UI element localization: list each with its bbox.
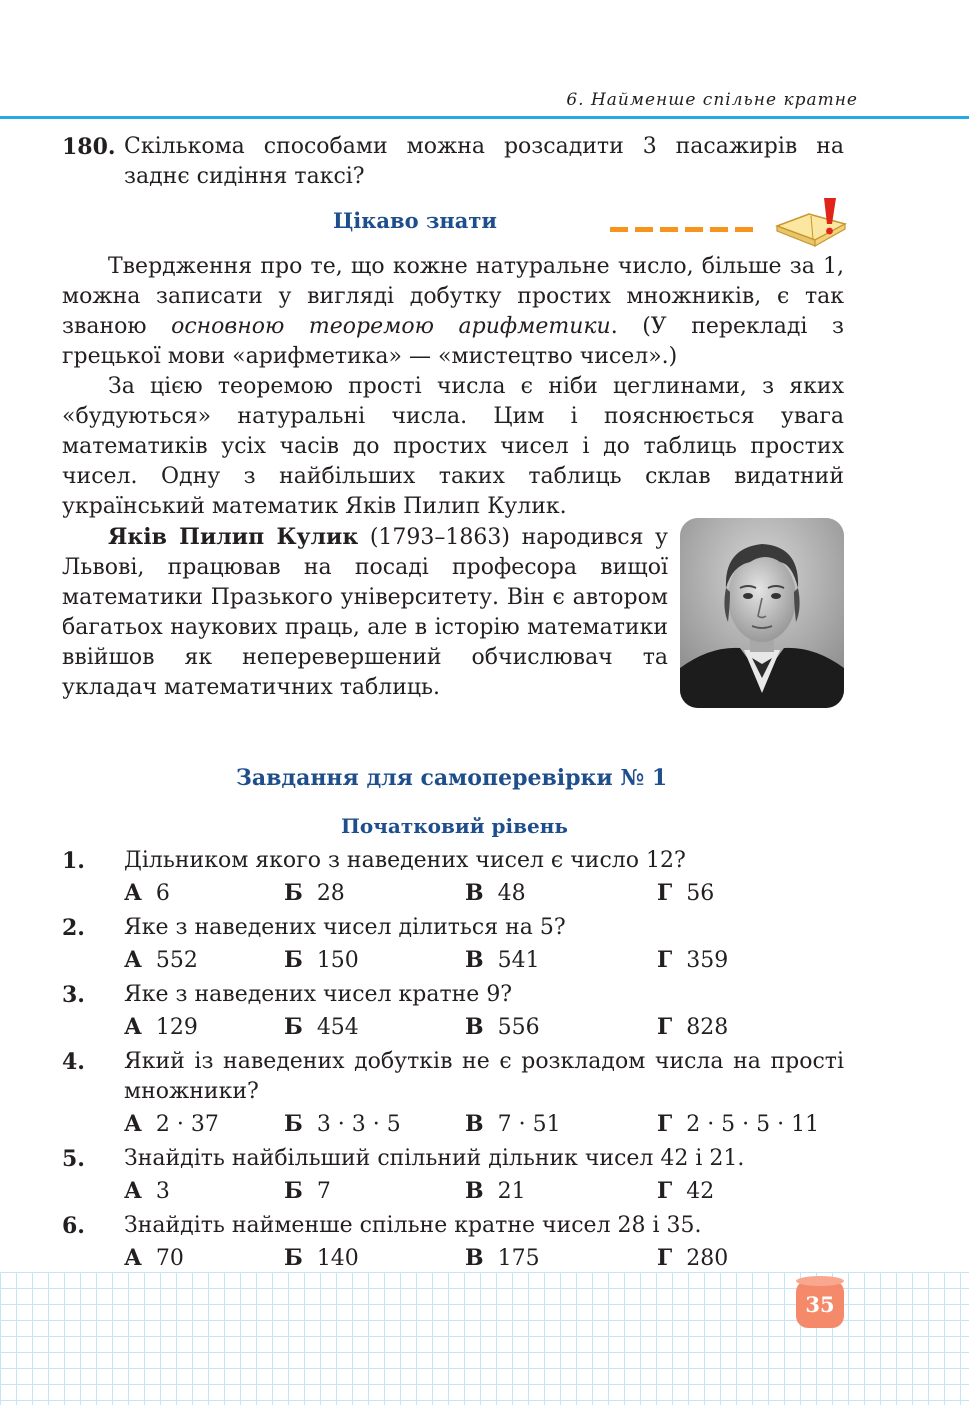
- answer-option: [284, 1109, 401, 1140]
- option-value: 175: [497, 1246, 540, 1271]
- answer-option: [124, 1012, 198, 1043]
- answer-option: [657, 1176, 714, 1207]
- option-value: 56: [686, 881, 715, 906]
- question-4: [62, 1047, 844, 1143]
- problem-text: Скількома способами можна розсадити 3 пасажирів на заднє сидіння таксі?: [124, 134, 844, 189]
- option-value: 359: [686, 948, 729, 973]
- question-number: 3.: [62, 982, 85, 1008]
- option-value: 541: [497, 948, 540, 973]
- decorative-dashes: [610, 227, 753, 232]
- option-value: 7 · 51: [497, 1112, 561, 1137]
- option-letter: В: [465, 1111, 484, 1137]
- option-letter: А: [124, 1111, 142, 1137]
- option-value: 280: [686, 1246, 729, 1271]
- option-value: 3 · 3 · 5: [316, 1112, 401, 1137]
- option-value: 150: [316, 948, 359, 973]
- running-header: 6. Найменше спільне кратне: [566, 90, 858, 110]
- option-value: 828: [686, 1015, 729, 1040]
- option-letter: Г: [657, 1245, 673, 1271]
- answer-option: [284, 878, 345, 909]
- question-3: [62, 980, 844, 1046]
- option-value: 2 · 5 · 5 · 11: [686, 1112, 820, 1137]
- answer-option: [657, 1243, 728, 1274]
- question-number: 4.: [62, 1049, 85, 1075]
- option-letter: А: [124, 1178, 142, 1204]
- option-letter: А: [124, 1245, 142, 1271]
- option-letter: Б: [284, 1178, 303, 1204]
- answer-option: [284, 1176, 331, 1207]
- question-1: [62, 846, 844, 912]
- option-value: 454: [316, 1015, 359, 1040]
- option-letter: В: [465, 1178, 484, 1204]
- option-letter: В: [465, 947, 484, 973]
- option-letter: Г: [657, 947, 673, 973]
- answer-option: [465, 1243, 540, 1274]
- option-letter: Г: [657, 1014, 673, 1040]
- option-letter: А: [124, 880, 142, 906]
- question-text: Який із наведених добутків не є розкладом числа на прості множники?: [124, 1049, 844, 1104]
- problem-number: 180.: [62, 134, 116, 160]
- option-letter: А: [124, 947, 142, 973]
- option-letter: Б: [284, 1014, 303, 1040]
- question-2: [62, 913, 844, 979]
- page-number-badge: [796, 1280, 844, 1328]
- answer-option: [124, 1109, 219, 1140]
- answer-options: [62, 1176, 844, 1210]
- option-letter: Б: [284, 1245, 303, 1271]
- person-name: Яків Пилип Кулик: [108, 524, 359, 550]
- selfcheck-title: Завдання для самоперевірки № 1: [236, 765, 668, 791]
- answer-option: [124, 1176, 170, 1207]
- option-value: 7: [316, 1179, 331, 1204]
- answer-option: [465, 1012, 540, 1043]
- answer-option: [657, 1109, 819, 1140]
- option-value: 556: [497, 1015, 540, 1040]
- answer-option: [465, 1109, 561, 1140]
- question-5: [62, 1144, 844, 1210]
- question-text: Знайдіть найменше спільне кратне чисел 28 і 35.: [124, 1213, 702, 1238]
- option-letter: Г: [657, 1111, 673, 1137]
- answer-options: [62, 1012, 844, 1046]
- level-title: Початковий рівень: [341, 814, 568, 838]
- question-6: [62, 1211, 844, 1277]
- page-number: 35: [805, 1291, 835, 1317]
- option-value: 3: [155, 1179, 170, 1204]
- answer-option: [284, 1012, 359, 1043]
- option-letter: Б: [284, 1111, 303, 1137]
- question-text: Яке з наведених чисел ділиться на 5?: [124, 915, 566, 940]
- portrait-photo: [680, 518, 844, 708]
- option-letter: В: [465, 880, 484, 906]
- answer-option: [124, 945, 198, 976]
- question-number: 5.: [62, 1146, 85, 1172]
- option-value: 48: [497, 881, 526, 906]
- option-letter: Б: [284, 880, 303, 906]
- answer-options: [62, 945, 844, 979]
- option-letter: Г: [657, 880, 673, 906]
- question-text: Знайдіть найбільший спільний дільник чисел 42 і 21.: [124, 1146, 745, 1171]
- paragraph-kulyk: Яків Пилип Кулик (1793–1863) народився у Львові, працював на посаді професора вищої математики Празького університету. Він є автором багатьох наукових праць, але в історію математики ввійшов як неперевершений обчислювач та укладач математичних таблиць.: [62, 524, 668, 700]
- answer-option: [657, 1012, 728, 1043]
- question-number: 2.: [62, 915, 85, 941]
- answer-option: [657, 945, 728, 976]
- answer-option: [124, 1243, 184, 1274]
- option-value: 21: [497, 1179, 526, 1204]
- question-text: Дільником якого з наведених чисел є число 12?: [124, 848, 686, 873]
- option-value: 552: [155, 948, 198, 973]
- paragraph-theorem: Твердження про те, що кожне натуральне число, більше за 1, можна записати у вигляді добутку простих множників, є так званою основною теоремою арифметики. (У перекладі з грецької мови «арифметика» — «мистецтво чисел».): [62, 254, 844, 369]
- option-value: 70: [155, 1246, 184, 1271]
- book-exclamation-icon: [775, 196, 847, 248]
- question-text: Яке з наведених чисел кратне 9?: [124, 982, 513, 1007]
- option-value: 28: [316, 881, 345, 906]
- option-letter: В: [465, 1245, 484, 1271]
- interesting-title: Цікаво знати: [333, 208, 497, 233]
- option-letter: Г: [657, 1178, 673, 1204]
- question-number: 1.: [62, 848, 85, 874]
- answer-option: [657, 878, 714, 909]
- answer-option: [465, 878, 526, 909]
- answer-option: [284, 945, 359, 976]
- paragraph-bricks: За цією теоремою прості числа є ніби цеглинами, з яких «будуються» натуральні числа. Цим і пояснюється увага математиків усіх часів до простих чисел і до таблиць простих чисел. Одну з найбільших таких таблиць склав видатний український математик Яків Пилип Кулик.: [62, 374, 844, 519]
- answer-options: [62, 1109, 844, 1143]
- answer-option: [465, 1176, 526, 1207]
- answer-options: [62, 878, 844, 912]
- answer-option: [284, 1243, 359, 1274]
- option-value: 6: [155, 881, 170, 906]
- answer-option: [124, 878, 170, 909]
- option-value: 2 · 37: [155, 1112, 219, 1137]
- option-value: 140: [316, 1246, 359, 1271]
- problem-180: [62, 132, 844, 192]
- theorem-term: основною теоремою арифметики: [171, 314, 611, 339]
- answer-option: [465, 945, 540, 976]
- option-value: 42: [686, 1179, 715, 1204]
- question-number: 6.: [62, 1213, 85, 1239]
- option-letter: В: [465, 1014, 484, 1040]
- option-letter: Б: [284, 947, 303, 973]
- option-value: 129: [155, 1015, 198, 1040]
- header-rule: [0, 116, 969, 119]
- option-letter: А: [124, 1014, 142, 1040]
